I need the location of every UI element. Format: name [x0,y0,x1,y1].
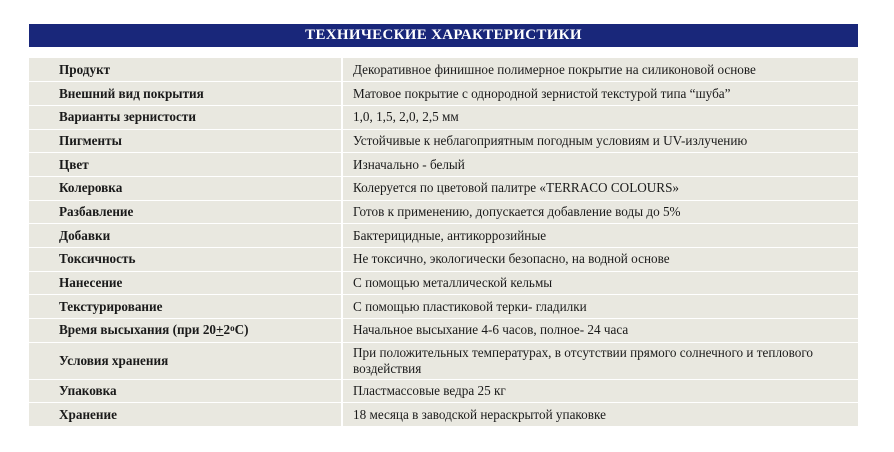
table-row [29,295,858,319]
row-value: С помощью металлической кельмы [342,271,858,295]
row-value: Колеруется по цветовой палитре «TERRACO COLOURS» [342,176,858,200]
row-value: Бактерицидные, антикоррозийные [342,224,858,248]
table-row [29,82,858,106]
row-label-drying-time [29,319,342,343]
row-value: С помощью пластиковой терки- гладилки [342,295,858,319]
row-value: 1,0, 1,5, 2,0, 2,5 мм [342,105,858,129]
table-row [29,248,858,272]
tolerance-value: 2 [223,321,231,337]
table-row [29,176,858,200]
row-label: Упаковка [29,379,342,403]
row-label: Условия хранения [29,342,342,379]
table-row [29,200,858,224]
row-label: Добавки [29,224,342,248]
row-label: Варианты зернистости [29,105,342,129]
table-row [29,129,858,153]
row-value: Начальное высыхание 4-6 часов, полное- 24 часа [342,319,858,343]
row-label: Разбавление [29,200,342,224]
unit-text: С) [234,321,249,337]
row-value: 18 месяца в заводской нераскрытой упаковке [342,403,858,427]
table-row [29,58,858,82]
row-value: Декоративное финишное полимерное покрытие на силиконовой основе [342,58,858,82]
row-label: Пигменты [29,129,342,153]
row-label: Цвет [29,153,342,177]
table-row [29,153,858,177]
row-label: Токсичность [29,248,342,272]
row-value: Не токсично, экологически безопасно, на водной основе [342,248,858,272]
row-label: Нанесение [29,271,342,295]
row-label: Колеровка [29,176,342,200]
row-value: Матовое покрытие с однородной зернистой текстурой типа “шуба” [342,82,858,106]
row-value: Устойчивые к неблагоприятным погодным условиям и UV-излучению [342,129,858,153]
row-label: Текстурирование [29,295,342,319]
plus-minus-sign: + [216,321,224,337]
row-label: Внешний вид покрытия [29,82,342,106]
table-row [29,105,858,129]
row-value: Изначально - белый [342,153,858,177]
table-row [29,379,858,403]
row-value: Готов к применению, допускается добавление воды до 5% [342,200,858,224]
table-row [29,403,858,427]
row-value: При положительных температурах, в отсутствии прямого солнечного и теплового воздействия [342,342,858,379]
row-label: Хранение [29,403,342,427]
table-row [29,271,858,295]
label-text: Время высыхания (при 20 [59,321,217,337]
degree-sign: о [230,322,235,333]
spec-table [29,58,858,427]
table-row [29,319,858,343]
row-label: Продукт [29,58,342,82]
table-row [29,224,858,248]
section-title: ТЕХНИЧЕСКИЕ ХАРАКТЕРИСТИКИ [29,24,858,47]
row-value: Пластмассовые ведра 25 кг [342,379,858,403]
table-row [29,342,858,379]
